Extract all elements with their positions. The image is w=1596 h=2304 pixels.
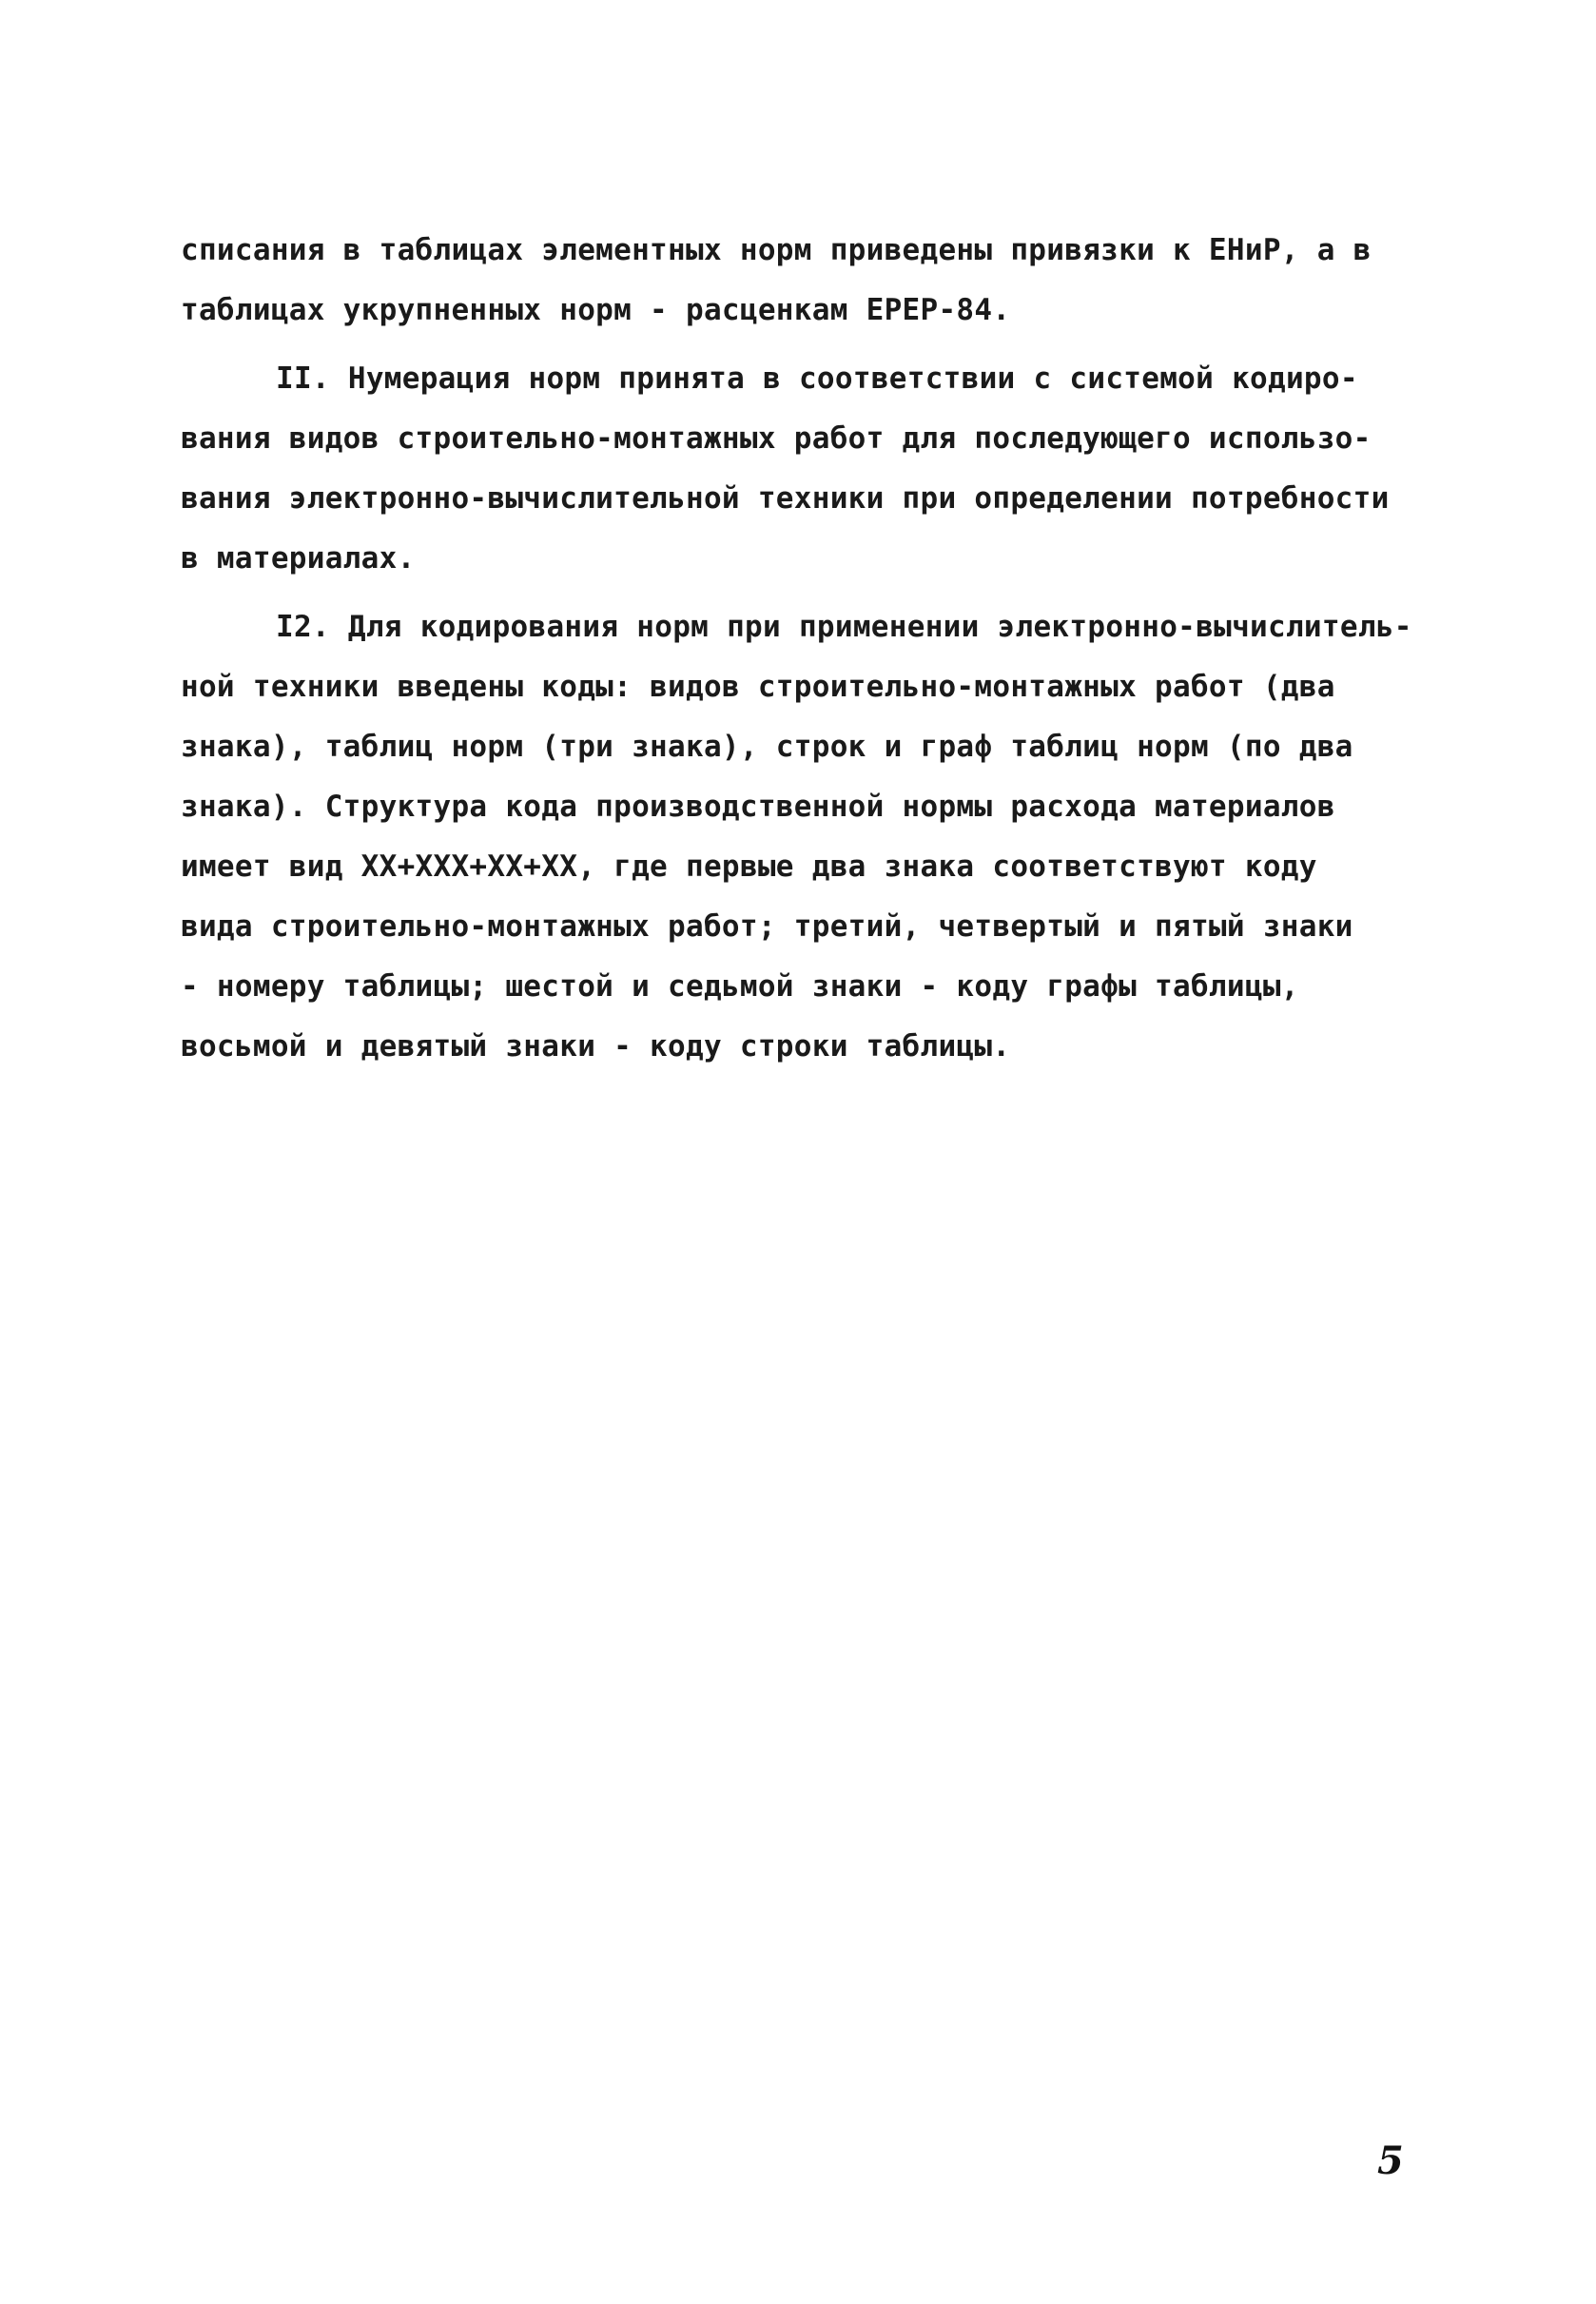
page-number: 5 [1377,2138,1404,2183]
text-line: вида строительно-монтажных работ; третий, четвертый и пятый знаки [181,909,1353,944]
text-line: восьмой и девятый знаки - коду строки таблицы. [181,1029,1011,1064]
text-line: списания в таблицах элементных норм приведены привязки к ЕНиР, а в [181,233,1372,267]
paragraph-12-start: I2. Для кодирования норм при применении электронно-вычислитель- [276,610,1412,644]
paragraph-11-start: II. Нумерация норм принята в соответствии с системой кодиро- [276,361,1358,396]
text-line: знака). Структура кода производственной нормы расхода материалов [181,790,1335,824]
text-line: вания видов строительно-монтажных работ для последующего использо- [181,421,1372,456]
text-line: - номеру таблицы; шестой и седьмой знаки - коду графы таблицы, [181,969,1299,1004]
text-line: имеет вид XX+XXX+XX+XX, где первые два знака соответствуют коду [181,849,1317,884]
text-line: в материалах. [181,541,416,576]
text-line: ной техники введены коды: видов строительно-монтажных работ (два [181,670,1335,704]
text-line: таблицах укрупненных норм - расценкам ЕРЕР-84. [181,293,1011,327]
body-text [181,221,1446,1077]
text-line: знака), таблиц норм (три знака), строк и граф таблиц норм (по два [181,730,1353,764]
text-line: вания электронно-вычислительной техники при определении потребности [181,481,1390,516]
